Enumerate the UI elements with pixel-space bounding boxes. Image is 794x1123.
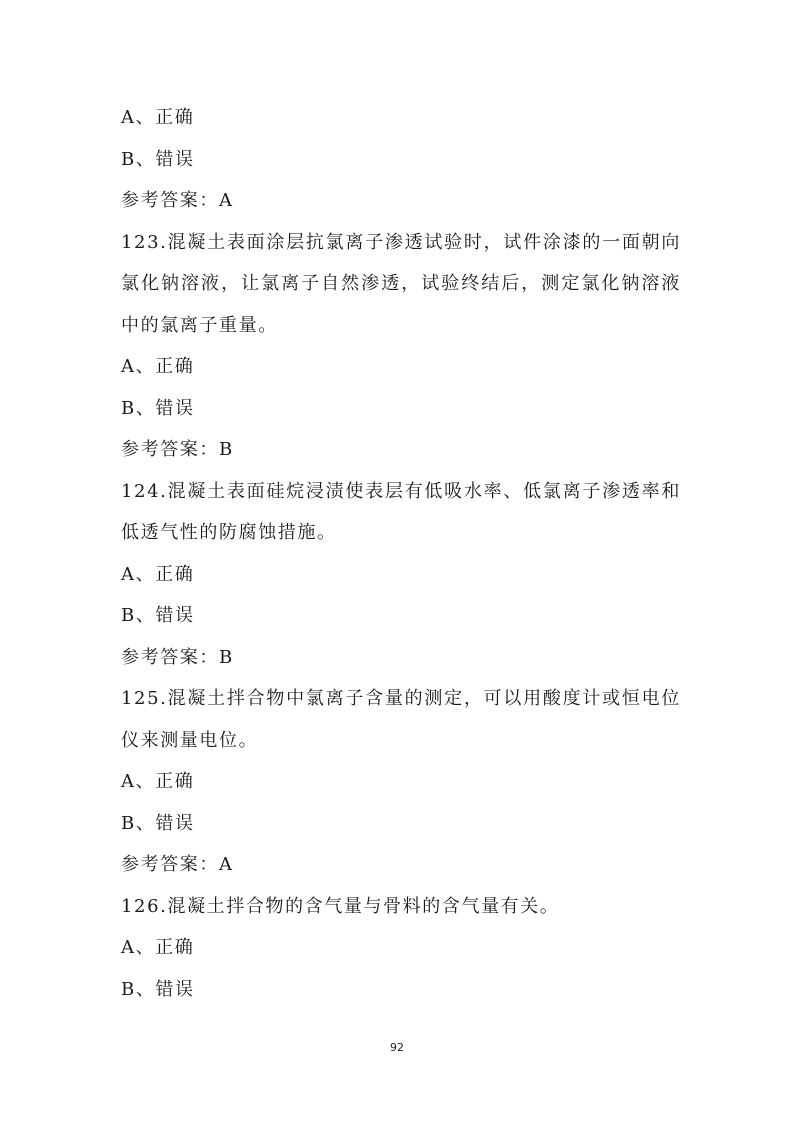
document-body xyxy=(121,97,681,1010)
option-a: A、正确 xyxy=(121,563,195,585)
reference-answer: 参考答案：A xyxy=(121,190,234,211)
option-b: B、错误 xyxy=(121,978,195,1000)
page-number: 92 xyxy=(390,1041,404,1054)
reference-answer: 参考答案：A xyxy=(121,854,234,875)
option-b: B、错误 xyxy=(121,812,195,834)
option-b: B、错误 xyxy=(121,397,195,419)
option-a: A、正确 xyxy=(121,937,195,958)
question-text: 126.混凝土拌合物的含气量与骨料的含气量有关。 xyxy=(121,895,560,917)
question-text: 123.混凝土表面涂层抗氯离子渗透试验时，试件涂漆的一面朝向氯化钠溶液，让氯离子自然渗透，试验终结后，测定氯化钠溶液中的氯离子重量。 xyxy=(121,231,681,336)
question-text: 125.混凝土拌合物中氯离子含量的测定，可以用酸度计或恒电位仪来测量电位。 xyxy=(121,688,681,751)
option-a: A、正确 xyxy=(121,771,195,792)
reference-answer: 参考答案：B xyxy=(121,439,234,460)
option-a: A、正确 xyxy=(121,107,195,128)
reference-answer: 参考答案：B xyxy=(121,646,234,668)
option-b: B、错误 xyxy=(121,605,195,626)
option-b: B、错误 xyxy=(121,148,195,170)
option-a: A、正确 xyxy=(121,356,195,377)
question-text: 124.混凝土表面硅烷浸渍使表层有低吸水率、低氯离子渗透率和低透气性的防腐蚀措施。 xyxy=(121,480,681,543)
